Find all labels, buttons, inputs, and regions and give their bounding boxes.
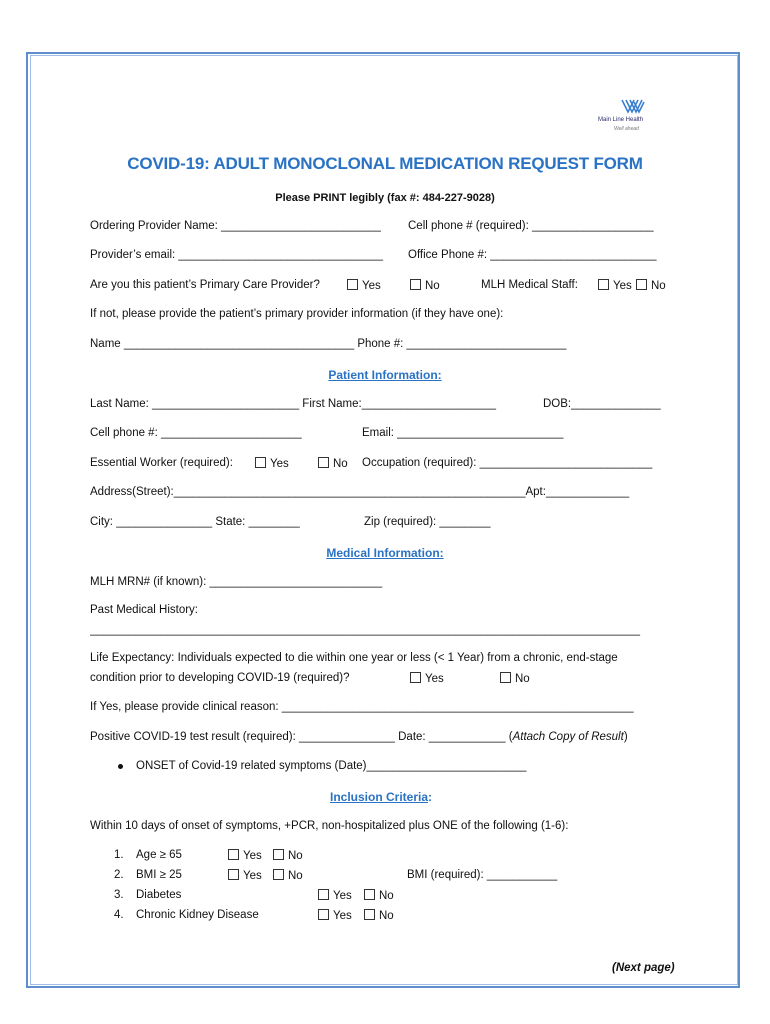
criteria-number: 1. [114,849,124,861]
pcp-yes-option[interactable] [347,279,381,292]
bmi-yes-option[interactable] [228,869,262,882]
covid-test-field[interactable] [90,731,628,743]
essential-yes-label: Yes [270,458,289,470]
primary-provider-instructions: If not, please provide the patient’s primary provider information (if they have one): [90,308,504,320]
clinical-reason-field[interactable]: If Yes, please provide clinical reason: _______________________________________________________ [90,701,634,713]
essential-no-label: No [333,458,348,470]
zip-field[interactable]: Zip (required): ________ [364,516,491,528]
logo-tagline: Well ahead [614,126,639,132]
pcp-no-option[interactable] [410,279,440,292]
past-medical-history-field[interactable]: ______________________________________________________________________________________ [90,624,641,636]
diabetes-no-option[interactable] [364,889,394,902]
mlh-no-label: No [651,280,666,292]
inclusion-criteria-title: Inclusion Criteria [330,790,429,804]
mrn-field[interactable]: MLH MRN# (if known): ___________________________ [90,576,383,588]
criteria-number: 3. [114,889,124,901]
kidney-yes-checkbox[interactable] [318,909,329,920]
mlh-yes-checkbox[interactable] [598,279,609,290]
covid-test-text: Positive COVID-19 test result (required): _______________ Date: ____________ ( [90,731,513,743]
criteria-label-kidney: Chronic Kidney Disease [136,909,259,921]
diabetes-no-checkbox[interactable] [364,889,375,900]
bmi-no-label: No [288,870,303,882]
covid-test-close: ) [623,731,628,743]
onset-date-field[interactable]: ONSET of Covid-19 related symptoms (Date)_________________________ [136,760,527,772]
logo-name: Main Line Health [598,117,644,123]
kidney-no-option[interactable] [364,909,394,922]
kidney-no-checkbox[interactable] [364,909,375,920]
criteria-number: 2. [114,869,124,881]
dob-field[interactable]: DOB:______________ [543,398,661,410]
criteria-label-diabetes: Diabetes [136,889,182,901]
age-yes-checkbox[interactable] [228,849,239,860]
inclusion-criteria-colon: : [428,790,433,804]
mlh-no-option[interactable] [636,279,666,292]
bullet-icon [118,764,123,769]
bmi-value-field[interactable]: BMI (required): ___________ [407,869,558,881]
past-medical-history-label: Past Medical History: [90,604,199,616]
inclusion-intro: Within 10 days of onset of symptoms, +PCR, non-hospitalized plus ONE of the following (1-6): [90,820,569,832]
patient-information-heading: Patient Information: [328,368,442,382]
kidney-no-label: No [379,910,394,922]
patient-email-field[interactable]: Email: __________________________ [362,427,564,439]
life-expectancy-question: Life Expectancy: Individuals expected to die within one year or less (< 1 Year) from a chronic, end-stage [90,652,618,664]
next-page-label: (Next page) [612,962,675,974]
age-no-option[interactable] [273,849,303,862]
provider-email-field[interactable]: Provider’s email: ________________________________ [90,249,384,261]
provider-cell-field[interactable]: Cell phone # (required): ___________________ [408,220,654,232]
criteria-label-age: Age ≥ 65 [136,849,182,861]
essential-worker-label: Essential Worker (required): [90,457,233,469]
essential-yes-option[interactable] [255,457,289,470]
life-no-label: No [515,673,530,685]
age-no-label: No [288,850,303,862]
city-state-field[interactable]: City: _______________ State: ________ [90,516,300,528]
age-no-checkbox[interactable] [273,849,284,860]
criteria-label-bmi: BMI ≥ 25 [136,869,182,881]
patient-name-field[interactable]: Last Name: _______________________ First Name:_____________________ [90,398,497,410]
patient-cell-field[interactable]: Cell phone #: ______________________ [90,427,302,439]
primary-provider-name-phone-field[interactable]: Name ____________________________________ Phone #: _________________________ [90,338,567,350]
pcp-no-label: No [425,280,440,292]
form-subtitle: Please PRINT legibly (fax #: 484-227-9028) [275,192,495,204]
kidney-yes-label: Yes [333,910,352,922]
diabetes-no-label: No [379,890,394,902]
medical-information-heading: Medical Information: [326,546,444,560]
mlh-staff-label: MLH Medical Staff: [481,279,578,291]
mlh-no-checkbox[interactable] [636,279,647,290]
bmi-yes-label: Yes [243,870,262,882]
life-no-option[interactable] [500,672,530,685]
mlh-yes-label: Yes [613,280,632,292]
pcp-yes-label: Yes [362,280,381,292]
pcp-no-checkbox[interactable] [410,279,421,290]
kidney-yes-option[interactable] [318,909,352,922]
essential-no-checkbox[interactable] [318,457,329,468]
bmi-no-checkbox[interactable] [273,869,284,880]
bmi-yes-checkbox[interactable] [228,869,239,880]
diabetes-yes-checkbox[interactable] [318,889,329,900]
occupation-field[interactable]: Occupation (required): ___________________________ [362,457,653,469]
life-yes-label: Yes [425,673,444,685]
essential-yes-checkbox[interactable] [255,457,266,468]
diabetes-yes-option[interactable] [318,889,352,902]
form-title: COVID-19: ADULT MONOCLONAL MEDICATION REQUEST FORM [127,154,643,173]
mlh-yes-option[interactable] [598,279,632,292]
life-expectancy-question-cont: condition prior to developing COVID-19 (required)? [90,672,350,684]
pcp-yes-checkbox[interactable] [347,279,358,290]
life-no-checkbox[interactable] [500,672,511,683]
age-yes-label: Yes [243,850,262,862]
criteria-number: 4. [114,909,124,921]
diabetes-yes-label: Yes [333,890,352,902]
age-yes-option[interactable] [228,849,262,862]
ordering-provider-field[interactable]: Ordering Provider Name: _________________________ [90,220,381,232]
address-field[interactable]: Address(Street):_______________________________________________________Apt:_____________ [90,486,630,498]
office-phone-field[interactable]: Office Phone #: __________________________ [408,249,657,261]
pcp-question: Are you this patient’s Primary Care Provider? [90,279,320,291]
life-yes-checkbox[interactable] [410,672,421,683]
inclusion-criteria-heading [330,790,432,804]
bmi-no-option[interactable] [273,869,303,882]
life-yes-option[interactable] [410,672,444,685]
attach-copy-note: Attach Copy of Result [512,731,624,743]
essential-no-option[interactable] [318,457,348,470]
